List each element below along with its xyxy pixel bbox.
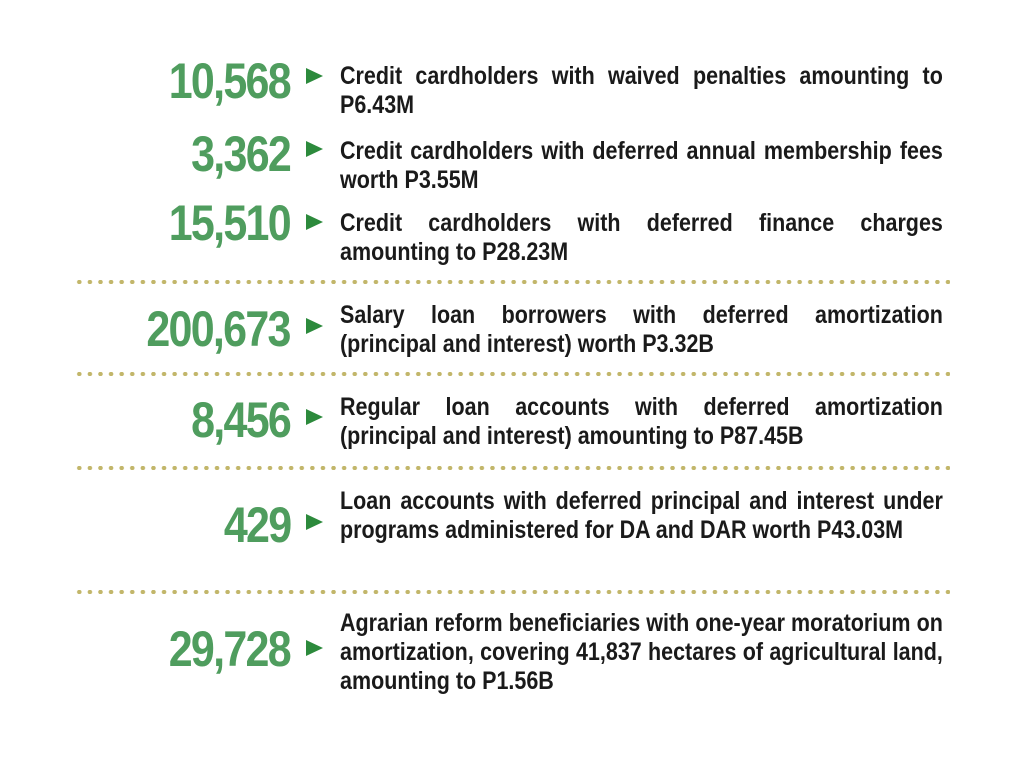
right-triangle-icon xyxy=(306,318,323,334)
right-triangle-icon xyxy=(306,141,323,157)
dotted-divider xyxy=(74,280,950,284)
stat-description: Loan accounts with deferred principal and interest under programs administered for DA and DAR worth P43.03M xyxy=(340,487,943,544)
stat-value: 3,362 xyxy=(190,126,290,182)
stat-description: Regular loan accounts with deferred amortization (principal and interest) amounting to P87.45B xyxy=(340,393,943,450)
stat-description: Agrarian reform beneficiaries with one-year moratorium on amortization, covering 41,837 hectares of agricultural land, amounting to P1.56B xyxy=(340,609,943,695)
stat-value: 429 xyxy=(223,497,290,553)
right-triangle-icon xyxy=(306,409,323,425)
stat-value: 8,456 xyxy=(190,392,290,448)
stat-value: 10,568 xyxy=(168,53,290,109)
stat-value: 15,510 xyxy=(168,195,290,251)
stat-value: 29,728 xyxy=(168,621,290,677)
right-triangle-icon xyxy=(306,68,323,84)
stat-description: Credit cardholders with waived penalties amounting to P6.43M xyxy=(340,62,943,119)
dotted-divider xyxy=(74,466,950,470)
dotted-divider xyxy=(74,372,950,376)
stat-description: Salary loan borrowers with deferred amortization (principal and interest) worth P3.32B xyxy=(340,301,943,358)
right-triangle-icon xyxy=(306,514,323,530)
right-triangle-icon xyxy=(306,640,323,656)
stat-value: 200,673 xyxy=(146,301,290,357)
right-triangle-icon xyxy=(306,214,323,230)
stat-description: Credit cardholders with deferred annual membership fees worth P3.55M xyxy=(340,137,943,194)
stat-description: Credit cardholders with deferred finance charges amounting to P28.23M xyxy=(340,209,943,266)
dotted-divider xyxy=(74,590,950,594)
